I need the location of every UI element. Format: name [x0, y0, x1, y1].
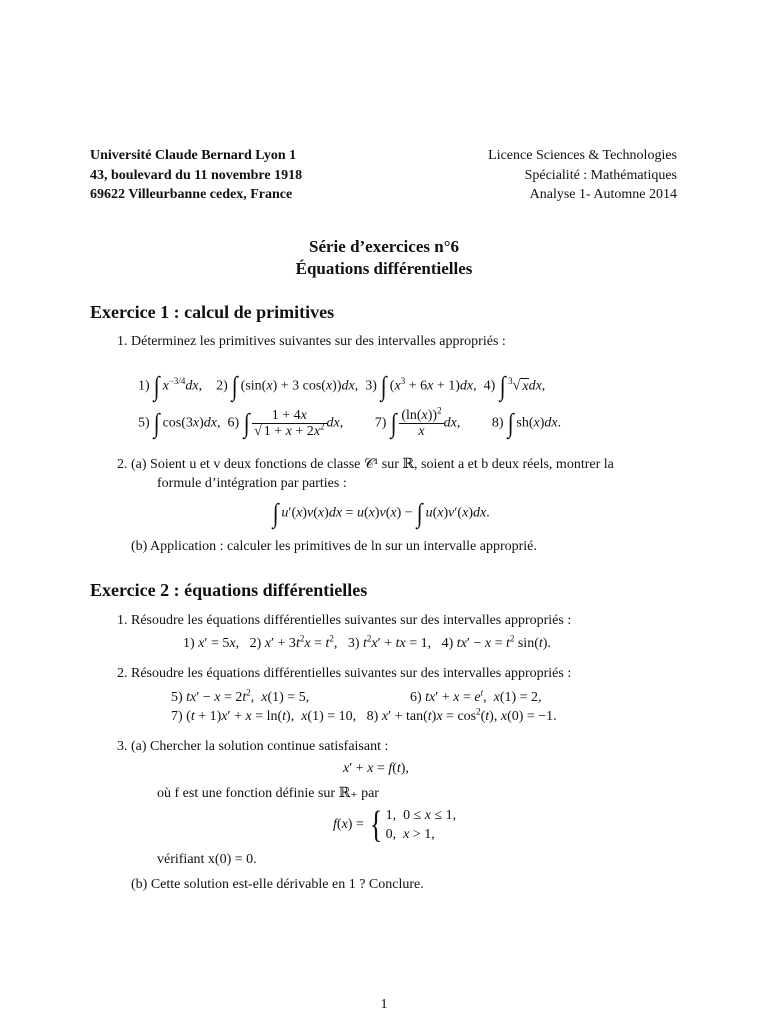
integrals-row-1: 1) ∫ $x^{-3/4}dx$, 2) ∫ (sin(x) + 3 cos(x))dx, 3) ∫ $(x^3 + 6x + 1)dx$, 4) ∫ $^3$√ xdx, — [138, 371, 546, 401]
integrals-row-2: 5) ∫ cos(3x)dx, 6) ∫ $\frac{1 + 4x}{√ 1 + x + 2x^2}$ dx, 7) ∫ $\frac{(\ln(x))^2}{x}$ dx, 8) ∫ sh(x)dx. — [138, 405, 562, 439]
header-specialty: Spécialité : Mathématiques — [524, 167, 677, 183]
exercise-1-question-2a-cont: formule d’intégration par parties : — [157, 476, 347, 491]
equations-row-2b: 6) $tx' + x = e^t$, x(1) = 2, — [410, 687, 542, 705]
exercise-2-question-3b: (b) Cette solution est-elle dérivable en 1 ? Conclure. — [131, 877, 424, 892]
exercise-2-heading: Exercice 2 : équations différentielles — [90, 580, 368, 600]
exercise-2-question-3a: 3. (a) Chercher la solution continue satisfaisant : — [117, 739, 389, 754]
integration-by-parts-formula: ∫ u′(x)v(x)dx = u(x)v(x) − ∫ u(x)v′(x)dx. — [272, 498, 490, 528]
piecewise-function: f(x) = { 1, 0 ≤ x ≤ 1, 0, x > 1, — [333, 804, 457, 846]
exercise-2-question-2: 2. Résoudre les équations différentielles suivantes sur des intervalles appropriés : — [117, 666, 572, 681]
header-university: Université Claude Bernard Lyon 1 — [90, 148, 297, 163]
exercise-1-question-2b: (b) Application : calculer les primitives de ln sur un intervalle approprié. — [131, 539, 537, 554]
equations-row-1: 1) x′ = 5x, 2) $x' + 3t^2x = t^2$, 3) $t^2x'$ + tx = 1, 4) $tx' - x = t^2$ sin(t). — [183, 633, 551, 651]
equations-row-3: 7) (t + 1)x′ + x = ln(t), x(1) = 10, 8) $x' + \tan(t)x = \cos^2(t)$, x(0) = −1. — [171, 706, 557, 724]
exercise-2-question-3a-where: où f est une fonction définie sur ℝ₊ par — [157, 786, 379, 801]
exercise-1-question-1: 1. Déterminez les primitives suivantes sur des intervalles appropriés : — [117, 334, 506, 349]
page-number: 1 — [380, 997, 388, 1012]
title-series: Série d’exercices n°6 — [309, 237, 459, 256]
exercise-2-question-3a-condition: vérifiant x(0) = 0. — [157, 852, 257, 867]
header-city: 69622 Villeurbanne cedex, France — [90, 187, 293, 202]
exercise-2-question-1: 1. Résoudre les équations différentielles suivantes sur des intervalles appropriés : — [117, 613, 572, 628]
exercise-1-question-2a: 2. (a) Soient u et v deux fonctions de classe 𝒞¹ sur ℝ, soient a et b deux réels, montrer la — [117, 457, 614, 472]
header-program: Licence Sciences & Technologies — [488, 148, 677, 163]
page-title — [0, 236, 768, 280]
equations-row-2: 5) $tx' - x = 2t^2$, x(1) = 5, — [171, 687, 310, 705]
header-semester: Analyse 1- Automne 2014 — [529, 187, 677, 202]
title-subject: Équations différentielles — [295, 259, 473, 278]
header-address: 43, boulevard du 11 novembre 1918 — [90, 167, 303, 183]
header-institution — [90, 146, 302, 205]
exercise-1-heading: Exercice 1 : calcul de primitives — [90, 302, 335, 322]
header-course — [488, 146, 677, 205]
equation-3a: x′ + x = f(t), — [343, 761, 409, 776]
